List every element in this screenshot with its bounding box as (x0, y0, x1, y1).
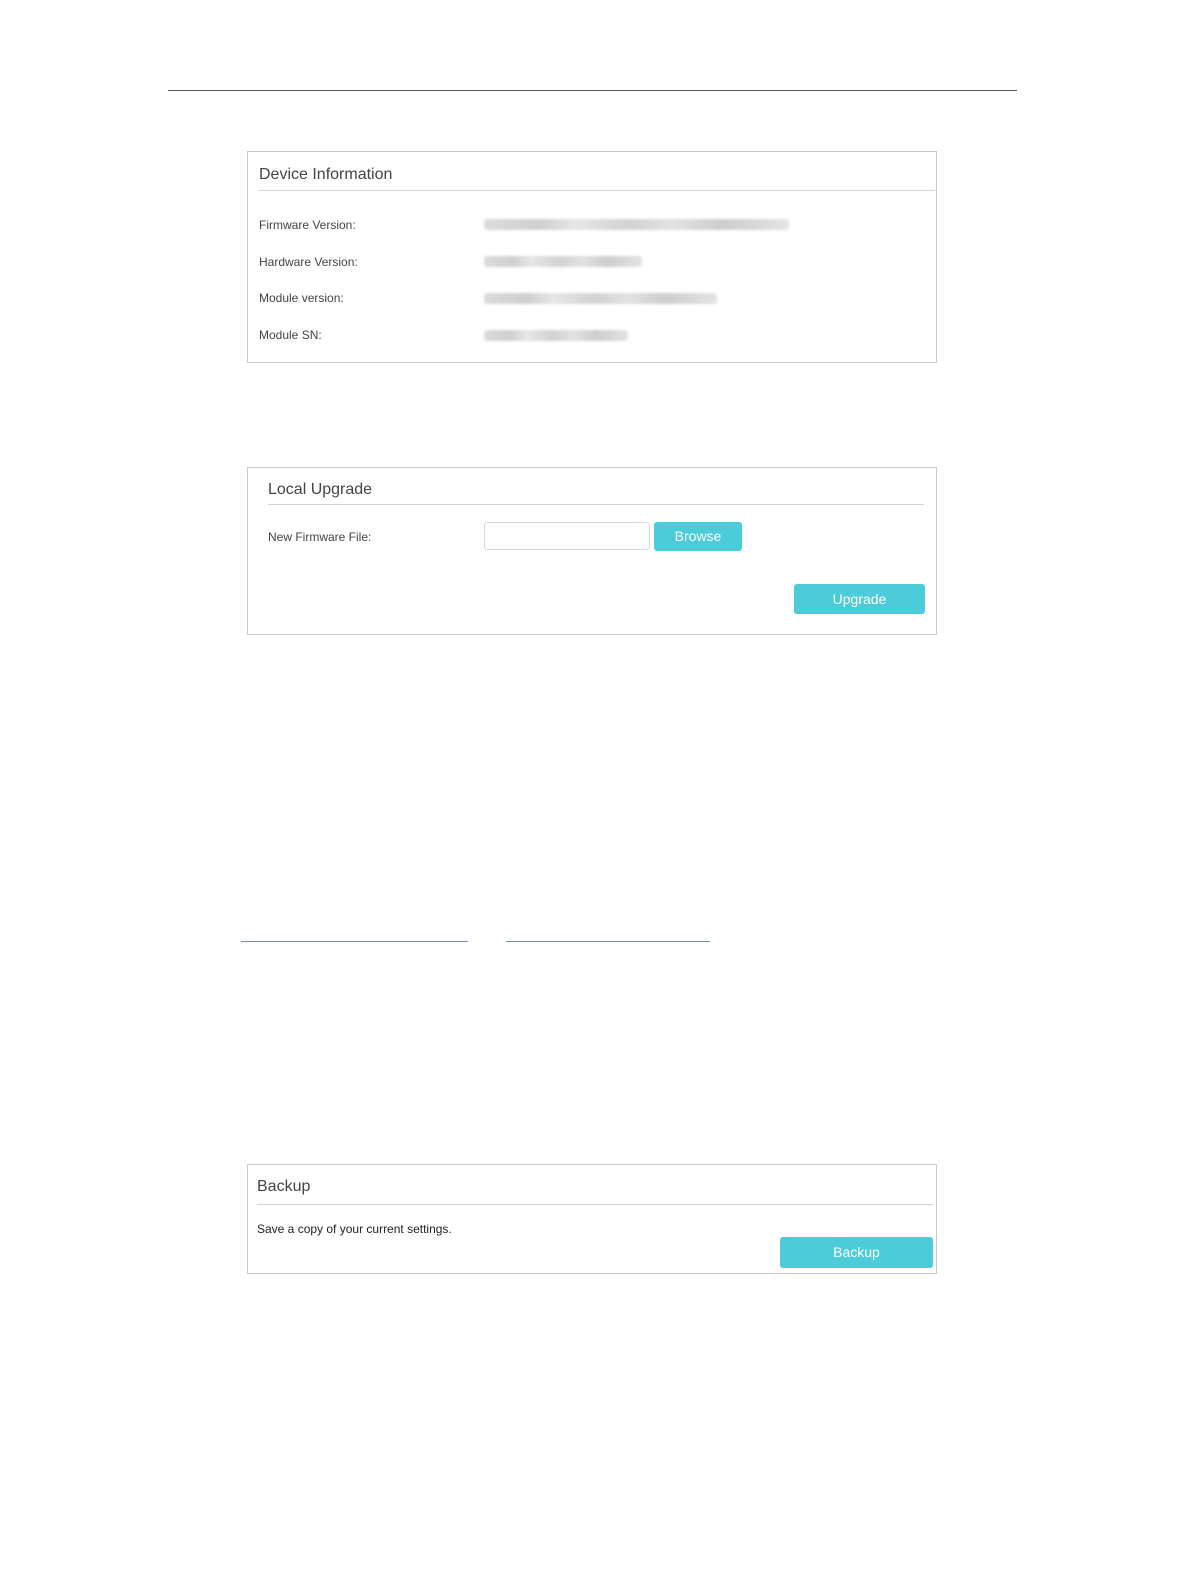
panel-divider (257, 1204, 933, 1205)
firmware-version-value (484, 219, 789, 230)
backup-panel (247, 1164, 937, 1274)
new-firmware-file-label: New Firmware File: (268, 530, 372, 544)
module-sn-value (484, 330, 628, 341)
backup-title: Backup (257, 1178, 311, 1195)
panel-divider (268, 504, 924, 505)
page-header-rule (168, 90, 1017, 91)
module-version-label: Module version: (259, 291, 344, 305)
hardware-version-value (484, 256, 642, 267)
module-sn-label: Module SN: (259, 328, 322, 342)
upgrade-button[interactable]: Upgrade (794, 584, 925, 614)
backup-button[interactable]: Backup (780, 1237, 933, 1268)
local-upgrade-title: Local Upgrade (268, 481, 373, 498)
panel-divider (259, 190, 935, 191)
link-underline[interactable] (241, 941, 468, 942)
module-version-value (484, 293, 717, 304)
device-information-panel (247, 151, 937, 363)
local-upgrade-panel (247, 467, 937, 635)
device-information-title: Device Information (259, 166, 393, 183)
firmware-version-label: Firmware Version: (259, 218, 356, 232)
hardware-version-label: Hardware Version: (259, 255, 358, 269)
link-underline[interactable] (506, 941, 710, 942)
browse-button[interactable]: Browse (654, 522, 742, 551)
firmware-file-input[interactable] (484, 522, 650, 550)
backup-description: Save a copy of your current settings. (257, 1222, 452, 1236)
